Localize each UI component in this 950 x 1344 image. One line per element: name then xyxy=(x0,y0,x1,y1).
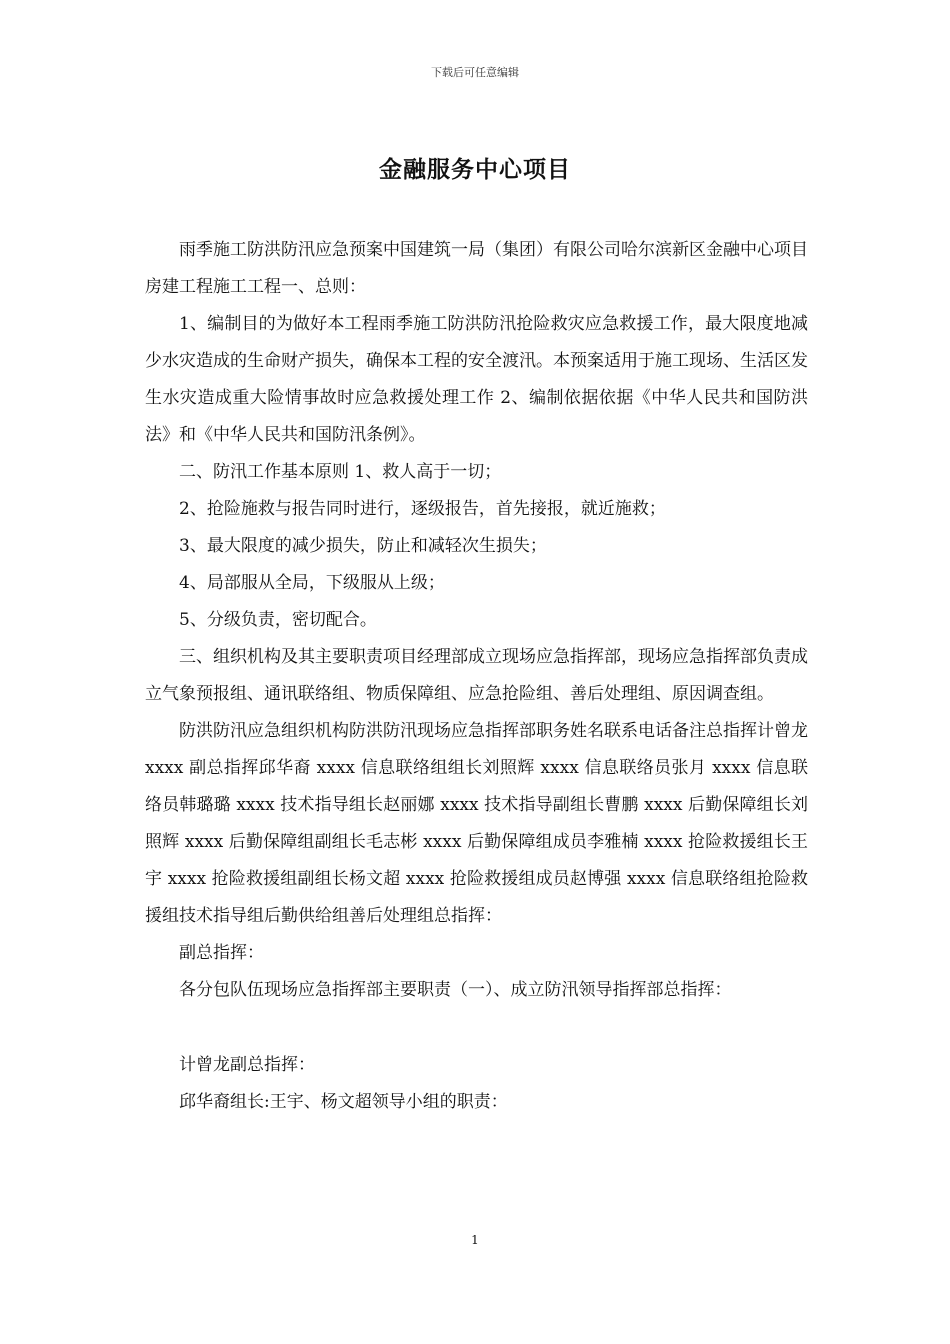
document-title: 金融服务中心项目 xyxy=(379,157,571,183)
paragraph-commander: 计曾龙副总指挥： xyxy=(179,1055,315,1075)
paragraph-purpose: 1、编制目的为做好本工程雨季施工防洪防汛抢险救灾应急救援工作，最大限度地减少水灾造成的生命财产损失，确保本工程的安全渡汛。本预案适用于施工现场、生活区发生水灾造成重大险情事故时应急救援处理工作 2、编制依据依据《中华人民共和国防洪法》和《中华人民共和国防汛条例》。 xyxy=(145,314,808,445)
paragraph-intro: 雨季施工防洪防汛应急预案中国建筑一局（集团）有限公司哈尔滨新区金融中心项目房建工程施工工程一、总则： xyxy=(145,240,808,297)
page-number: 1 xyxy=(471,1233,479,1247)
document-body xyxy=(145,232,808,1121)
paragraph-duties: 各分包队伍现场应急指挥部主要职责（一）、成立防汛领导指挥部总指挥： xyxy=(179,980,732,1000)
paragraph-roster: 防洪防汛应急组织机构防洪防汛现场应急指挥部职务姓名联系电话备注总指挥计曾龙 xxxx 副总指挥邱华裔 xxxx 信息联络组组长刘照辉 xxxx 信息联络员张月 xxxx 信息联络员韩璐璐 xxxx 技术指导组长赵丽娜 xxxx 技术指导副组长曹鹏 xxxx 后勤保障组长刘照辉 xxxx 后勤保障组副组长毛志彬 xxxx 后勤保障组成员李雅楠 xxxx 抢险救援组长王宇 xxxx 抢险救援组副组长杨文超 xxxx 抢险救援组成员赵博强 xxxx 信息联络组抢险救援组技术指导组后勤供给组善后处理组总指挥： xyxy=(145,721,808,926)
paragraph-principle-2: 2、抢险施救与报告同时进行，逐级报告，首先接报，就近施救； xyxy=(179,499,666,519)
paragraph-principle-3: 3、最大限度的减少损失，防止和减轻次生损失； xyxy=(179,536,547,556)
header-note: 下载后可任意编辑 xyxy=(431,66,519,79)
paragraph-deputy-commander: 副总指挥： xyxy=(179,943,264,963)
paragraph-principle-5: 5、分级负责，密切配合。 xyxy=(179,610,377,630)
paragraph-organization: 三、组织机构及其主要职责项目经理部成立现场应急指挥部，现场应急指挥部负责成立气象预报组、通讯联络组、物质保障组、应急抢险组、善后处理组、原因调查组。 xyxy=(145,647,808,704)
paragraph-principle-4: 4、局部服从全局，下级服从上级； xyxy=(179,573,445,593)
paragraph-leader-group: 邱华裔组长:王宇、杨文超领导小组的职责： xyxy=(179,1092,508,1112)
paragraph-principle-1: 二、防汛工作基本原则 1、救人高于一切； xyxy=(179,462,502,482)
